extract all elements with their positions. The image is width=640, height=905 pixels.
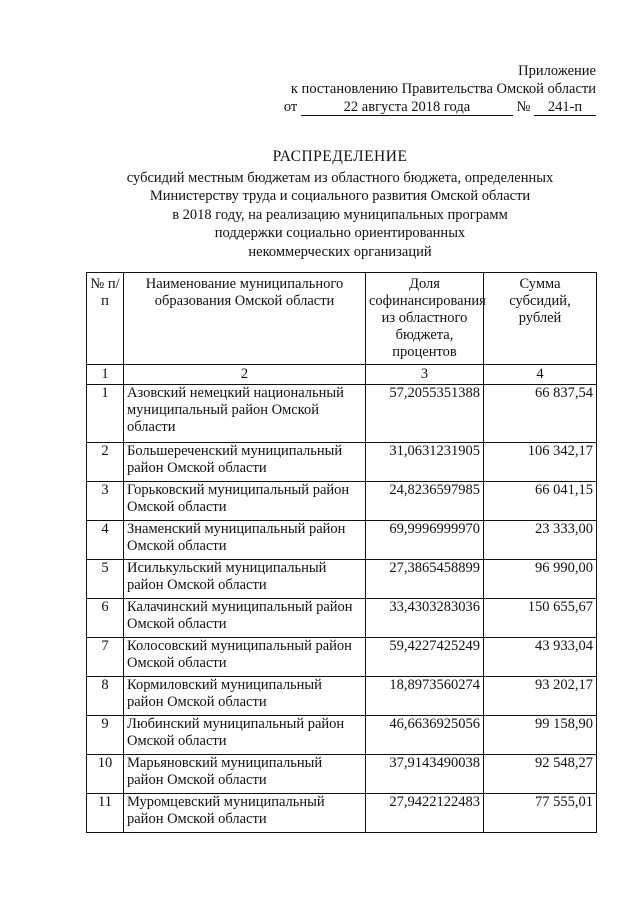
resolution-date: 22 августа 2018 года [301, 100, 513, 116]
row-share: 27,3865458899 [366, 560, 484, 599]
table-row [87, 521, 597, 560]
header-subsidy-sum: Сумма субсидий, рублей [484, 273, 597, 365]
row-share: 31,0631231905 [366, 443, 484, 482]
table-row [87, 794, 597, 833]
row-municipality: Калачинский муниципальный район Омской области [124, 599, 366, 638]
row-share: 24,8236597985 [366, 482, 484, 521]
column-number: 3 [366, 365, 484, 385]
row-sum: 99 158,90 [484, 716, 597, 755]
table-row [87, 755, 597, 794]
row-share: 59,4227425249 [366, 638, 484, 677]
resolution-number: 241-п [534, 100, 596, 116]
header-index: № п/п [87, 273, 124, 365]
header-cofinancing-share: Доля софинансирования из областного бюджета, процентов [366, 273, 484, 365]
row-share: 57,2055351388 [366, 385, 484, 443]
appendix-block [284, 62, 596, 116]
row-sum: 92 548,27 [484, 755, 597, 794]
row-share: 18,8973560274 [366, 677, 484, 716]
table-row [87, 443, 597, 482]
row-municipality: Азовский немецкий национальный муниципальный район Омской области [124, 385, 366, 443]
table-header-row [87, 273, 597, 365]
row-sum: 96 990,00 [484, 560, 597, 599]
table-row [87, 716, 597, 755]
row-sum: 150 655,67 [484, 599, 597, 638]
row-municipality: Марьяновский муниципальный район Омской области [124, 755, 366, 794]
row-municipality: Горьковский муниципальный район Омской области [124, 482, 366, 521]
row-index: 1 [87, 385, 124, 443]
row-sum: 43 933,04 [484, 638, 597, 677]
title-line: субсидий местным бюджетам из областного бюджета, определенных [126, 169, 554, 186]
row-sum: 93 202,17 [484, 677, 597, 716]
document-heading: РАСПРЕДЕЛЕНИЕ [272, 148, 408, 165]
row-index: 4 [87, 521, 124, 560]
row-municipality: Колосовский муниципальный район Омской области [124, 638, 366, 677]
title-line: Министерству труда и социального развития Омской области [149, 188, 531, 204]
row-index: 10 [87, 755, 124, 794]
column-numbers-row [87, 365, 597, 385]
row-municipality: Муромцевский муниципальный район Омской области [124, 794, 366, 833]
row-index: 6 [87, 599, 124, 638]
row-municipality: Исилькульский муниципальный район Омской области [124, 560, 366, 599]
number-label: № [516, 99, 531, 115]
row-index: 11 [87, 794, 124, 833]
row-municipality: Знаменский муниципальный район Омской области [124, 521, 366, 560]
row-index: 2 [87, 443, 124, 482]
column-number: 2 [124, 365, 366, 385]
table-row [87, 599, 597, 638]
row-sum: 66 041,15 [484, 482, 597, 521]
table-row [87, 677, 597, 716]
appendix-resolution-line: к постановлению Правительства Омской области [290, 81, 596, 97]
title-line: некоммерческих организаций [248, 243, 432, 260]
row-municipality: Кормиловский муниципальный район Омской области [124, 677, 366, 716]
table-row [87, 638, 597, 677]
row-sum: 23 333,00 [484, 521, 597, 560]
table-row [87, 385, 597, 443]
title-line: поддержки социально ориентированных [214, 225, 466, 241]
table-row [87, 482, 597, 521]
row-index: 7 [87, 638, 124, 677]
document-title [80, 148, 600, 261]
from-label: от [283, 99, 298, 115]
row-municipality: Большереченский муниципальный район Омской области [124, 443, 366, 482]
row-share: 46,6636925056 [366, 716, 484, 755]
table-row [87, 560, 597, 599]
row-share: 27,9422122483 [366, 794, 484, 833]
appendix-title: Приложение [518, 63, 596, 79]
row-share: 33,4303283036 [366, 599, 484, 638]
row-sum: 66 837,54 [484, 385, 597, 443]
row-sum: 77 555,01 [484, 794, 597, 833]
header-municipality: Наименование муниципального образования Омской области [124, 273, 366, 365]
appendix-date-number-line [284, 98, 596, 116]
title-line: в 2018 году, на реализацию муниципальных программ [172, 206, 508, 223]
row-index: 3 [87, 482, 124, 521]
column-number: 1 [87, 365, 124, 385]
row-index: 8 [87, 677, 124, 716]
subsidy-table [86, 272, 597, 833]
row-index: 9 [87, 716, 124, 755]
row-sum: 106 342,17 [484, 443, 597, 482]
row-index: 5 [87, 560, 124, 599]
row-municipality: Любинский муниципальный район Омской области [124, 716, 366, 755]
column-number: 4 [484, 365, 597, 385]
row-share: 69,9996999970 [366, 521, 484, 560]
row-share: 37,9143490038 [366, 755, 484, 794]
